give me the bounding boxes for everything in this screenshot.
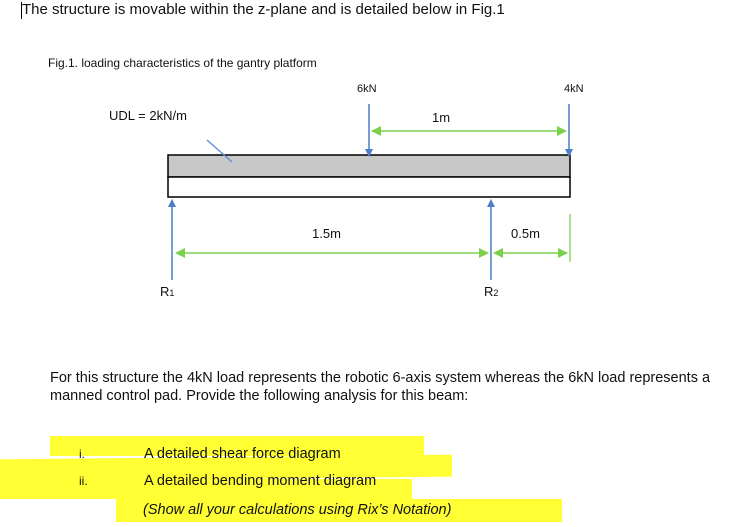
beam-body (168, 177, 570, 197)
udl-label: UDL = 2kN/m (109, 108, 187, 123)
instructions-paragraph: For this structure the 4kN load represents the robotic 6-axis system whereas the 6kN load represents a manned control pad. Provide the following analysis for this beam: (50, 370, 711, 404)
load-label-6kn: 6kN (357, 83, 377, 95)
calculation-note: (Show all your calculations using Rix’s Notation) (143, 502, 452, 518)
reaction-label-r2: R2 (484, 284, 499, 299)
figure-caption: Fig.1. loading characteristics of the gantry platform (48, 56, 317, 70)
task-number-1: i. (79, 447, 85, 461)
reaction-label-r1: R1 (160, 284, 175, 299)
task-number-2: ii. (79, 474, 88, 488)
dimension-label-1m: 1m (432, 110, 451, 125)
dimension-label-0-5m: 0.5m (511, 226, 540, 241)
intro-text: The structure is movable within the z-plane and is detailed below in Fig.1 (22, 1, 505, 18)
task-text-1: A detailed shear force diagram (144, 446, 341, 462)
task-text-2: A detailed bending moment diagram (144, 473, 377, 489)
load-label-4kn: 4kN (564, 83, 584, 95)
dimension-label-1-5m: 1.5m (312, 226, 341, 241)
